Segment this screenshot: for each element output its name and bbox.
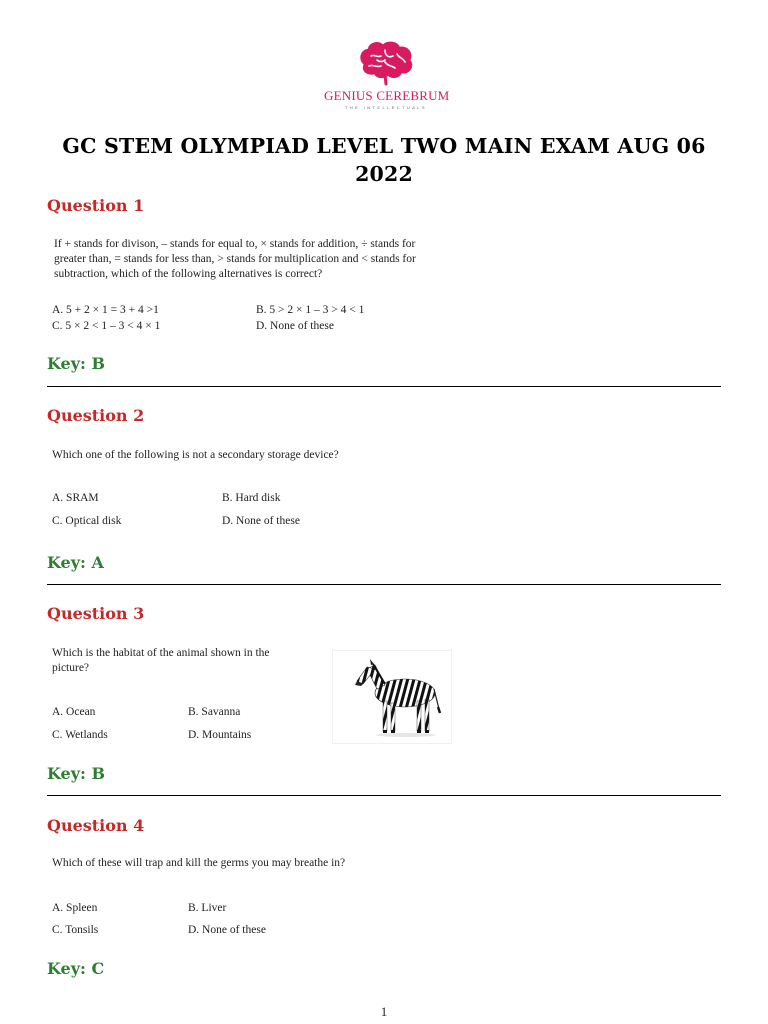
question-3-option-b: B. Savanna: [188, 706, 241, 718]
logo-name: GENIUS CEREBRUM: [324, 88, 450, 103]
question-3-line: picture?: [52, 662, 90, 674]
zebra-icon: [333, 651, 451, 743]
brain-icon: [355, 38, 417, 86]
question-3-line: Which is the habitat of the animal shown in the: [52, 647, 270, 659]
genius-cerebrum-logo: [324, 38, 448, 120]
question-2-key: Key: A: [47, 553, 104, 572]
section-divider: [47, 386, 721, 387]
zebra-image: [332, 650, 452, 744]
question-4-option-d: D. None of these: [188, 924, 266, 936]
question-1-option-a: A. 5 + 2 × 1 = 3 + 4 >1: [52, 304, 159, 316]
question-4-option-a: A. Spleen: [52, 902, 98, 914]
question-1-heading: Question 1: [47, 196, 145, 215]
question-2-line: Which one of the following is not a secondary storage device?: [52, 449, 339, 461]
question-3-text: [52, 646, 270, 676]
question-1-option-d: D. None of these: [256, 320, 334, 332]
question-3-heading: Question 3: [47, 604, 145, 623]
question-2-text: [52, 448, 339, 463]
question-2-option-b: B. Hard disk: [222, 492, 281, 504]
question-1-line: subtraction, which of the following alternatives is correct?: [54, 268, 323, 280]
section-divider: [47, 584, 721, 585]
page-number: 1: [380, 1004, 388, 1019]
question-3-option-a: A. Ocean: [52, 706, 96, 718]
question-4-heading: Question 4: [47, 816, 145, 835]
question-1-option-b: B. 5 > 2 × 1 – 3 > 4 < 1: [256, 304, 365, 316]
question-3-option-d: D. Mountains: [188, 729, 252, 741]
question-2-option-a: A. SRAM: [52, 492, 99, 504]
question-4-line: Which of these will trap and kill the germs you may breathe in?: [52, 857, 346, 869]
exam-title: GC STEM OLYMPIAD LEVEL TWO MAIN EXAM AUG 06 2022: [62, 134, 706, 186]
question-1-option-c: C. 5 × 2 < 1 – 3 < 4 × 1: [52, 320, 161, 332]
question-4-option-b: B. Liver: [188, 902, 227, 914]
question-2-option-d: D. None of these: [222, 515, 300, 527]
logo-tagline: THE INTELLECTUALS: [345, 105, 427, 110]
question-1-line: If + stands for divison, – stands for equal to, × stands for addition, ÷ stands for: [54, 238, 416, 250]
question-3-key: Key: B: [47, 764, 106, 783]
question-1-line: greater than, = stands for less than, > stands for multiplication and < stands for: [54, 253, 416, 265]
question-3-option-c: C. Wetlands: [52, 729, 108, 741]
question-4-text: [52, 856, 345, 871]
question-2-option-c: C. Optical disk: [52, 515, 122, 527]
question-2-heading: Question 2: [47, 406, 145, 425]
section-divider: [47, 795, 721, 796]
question-4-key: Key: C: [47, 959, 105, 978]
question-1-text: [54, 237, 416, 282]
question-4-option-c: C. Tonsils: [52, 924, 99, 936]
question-1-key: Key: B: [47, 354, 106, 373]
